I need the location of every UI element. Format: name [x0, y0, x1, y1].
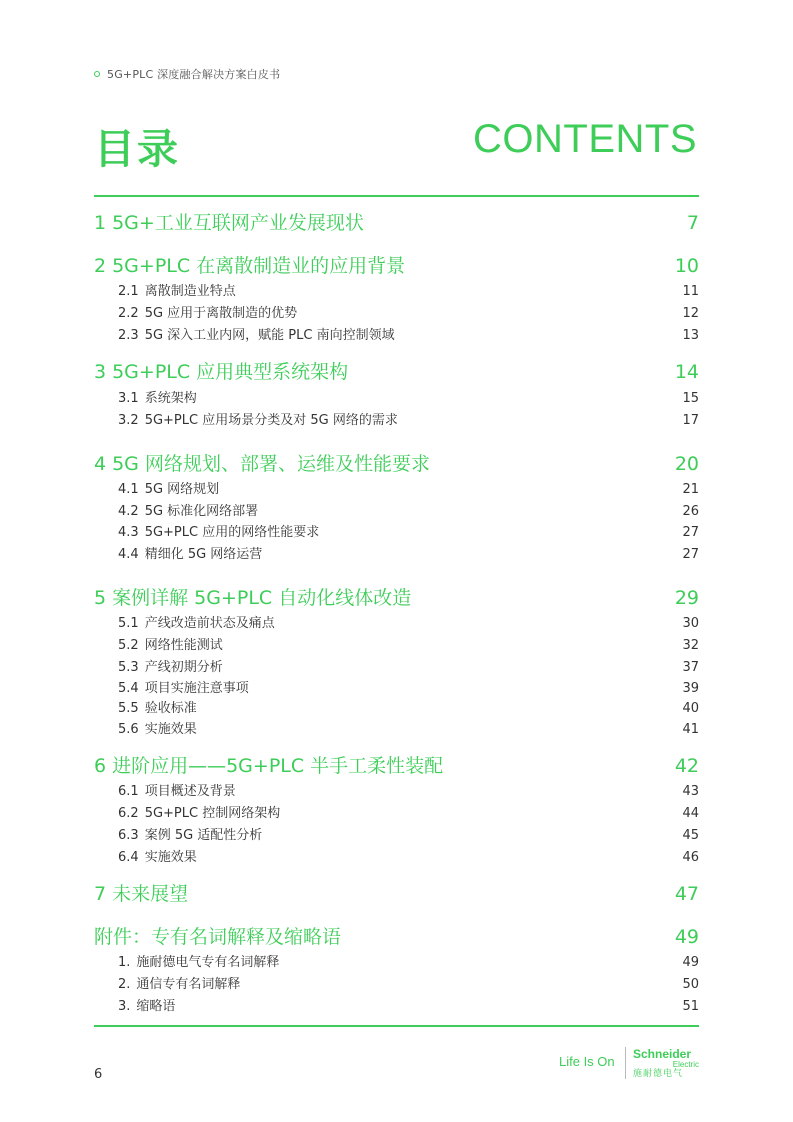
- toc-entry-title: 施耐德电气专有名词解释: [136, 955, 280, 970]
- toc-entry-page: 37: [682, 660, 699, 675]
- toc-entry-number: 2.2: [118, 306, 139, 321]
- toc-entry-label: [94, 612, 275, 631]
- toc-entry-number: 2: [94, 255, 107, 277]
- toc-entry-title: 5G 网络规划、部署、运维及性能要求: [112, 453, 430, 475]
- circle-bullet-icon: [94, 71, 100, 77]
- toc-entry-number: 2.: [118, 977, 131, 992]
- toc-entry-title: 附件：专有名词解释及缩略语: [94, 926, 342, 948]
- toc-entry-number: 4.1: [118, 482, 139, 497]
- toc-entry-page: 17: [682, 413, 699, 428]
- toc-entry-label: [94, 478, 219, 497]
- toc-entry-title: 5G 网络规划: [144, 482, 220, 497]
- toc-entry-number: 3.2: [118, 413, 139, 428]
- toc-entry-number: 3.: [118, 999, 131, 1014]
- toc-entry-number: 6: [94, 755, 107, 777]
- toc-entry-page: 50: [682, 977, 699, 992]
- toc-chapter[interactable]: [94, 751, 699, 778]
- toc-entry-label: [94, 751, 443, 778]
- toc-entry-number: 5.2: [118, 638, 139, 653]
- toc-section[interactable]: [94, 718, 699, 737]
- toc-entry-number: 4: [94, 453, 107, 475]
- toc-section[interactable]: [94, 500, 699, 519]
- toc-entry-label: [94, 846, 197, 865]
- toc-entry-title: 实施效果: [144, 722, 197, 737]
- toc-entry-title: 系统架构: [144, 391, 197, 406]
- toc-entry-title: 5G 应用于离散制造的优势: [144, 306, 298, 321]
- toc-entry-page: 21: [682, 482, 699, 497]
- toc-entry-page: 26: [682, 504, 699, 519]
- toc-chapter[interactable]: [94, 208, 699, 235]
- toc-entry-title: 通信专有名词解释: [136, 977, 241, 992]
- toc-entry-number: 5.6: [118, 722, 139, 737]
- toc-entry-page: 12: [682, 306, 699, 321]
- toc-entry-number: 6.4: [118, 850, 139, 865]
- toc-entry-title: 网络性能测试: [144, 638, 223, 653]
- toc-entry-label: [94, 879, 188, 906]
- toc-section[interactable]: [94, 521, 699, 540]
- page-number: 6: [94, 1067, 103, 1082]
- toc-entry-title: 5G+PLC 在离散制造业的应用背景: [112, 255, 406, 277]
- toc-entry-number: 6.2: [118, 806, 139, 821]
- page-title-cn: 目录: [94, 125, 180, 173]
- toc-chapter[interactable]: [94, 583, 699, 610]
- toc-entry-label: [94, 802, 280, 821]
- toc-entry-label: [94, 583, 411, 610]
- toc-section[interactable]: [94, 846, 699, 865]
- toc-entry-title: 5G+PLC 应用的网络性能要求: [144, 525, 320, 540]
- toc-section[interactable]: [94, 478, 699, 497]
- toc-entry-number: 5.4: [118, 681, 139, 696]
- toc-entry-number: 5: [94, 587, 107, 609]
- toc-entry-number: 5.1: [118, 616, 139, 631]
- toc-entry-page: 20: [674, 453, 699, 475]
- toc-section[interactable]: [94, 697, 699, 716]
- toc-section[interactable]: [94, 302, 699, 321]
- toc-entry-page: 32: [682, 638, 699, 653]
- toc-chapter[interactable]: [94, 251, 699, 278]
- toc-section[interactable]: [94, 280, 699, 299]
- toc-entry-page: 27: [682, 547, 699, 562]
- toc-entry-number: 6.1: [118, 784, 139, 799]
- toc-entry-page: 7: [686, 212, 699, 234]
- toc-section[interactable]: [94, 656, 699, 675]
- toc-entry-title: 产线改造前状态及痛点: [144, 616, 275, 631]
- toc-entry-title: 5G 标准化网络部署: [144, 504, 259, 519]
- toc-entry-title: 5G+PLC 应用场景分类及对 5G 网络的需求: [144, 413, 398, 428]
- document-title: 5G+PLC 深度融合解决方案白皮书: [107, 68, 281, 81]
- toc-entry-title: 产线初期分析: [144, 660, 223, 675]
- toc-entry-label: [94, 449, 430, 476]
- toc-entry-page: 49: [682, 955, 699, 970]
- toc-section[interactable]: [94, 387, 699, 406]
- toc-entry-page: 44: [682, 806, 699, 821]
- toc-entry-title: 缩略语: [136, 999, 176, 1014]
- toc-chapter[interactable]: [94, 879, 699, 906]
- toc-entry-label: [94, 995, 175, 1014]
- toc-entry-page: 29: [674, 587, 699, 609]
- toc-entry-label: [94, 280, 236, 299]
- toc-entry-label: [94, 324, 395, 343]
- toc-entry-number: 7: [94, 883, 107, 905]
- toc-entry-page: 42: [674, 755, 699, 777]
- toc-entry-page: 40: [682, 701, 699, 716]
- toc-section[interactable]: [94, 634, 699, 653]
- toc-entry-number: 2.3: [118, 328, 139, 343]
- toc-chapter[interactable]: [94, 357, 699, 384]
- toc-entry-label: [94, 697, 197, 716]
- toc-entry-label: [94, 634, 223, 653]
- toc-entry-title: 未来展望: [112, 883, 189, 905]
- toc-entry-title: 进阶应用——5G+PLC 半手工柔性装配: [112, 755, 444, 777]
- toc-entry-title: 案例详解 5G+PLC 自动化线体改造: [112, 587, 412, 609]
- toc-section[interactable]: [94, 543, 699, 562]
- toc-entry-title: 案例 5G 适配性分析: [144, 828, 263, 843]
- toc-entry-number: 1: [94, 212, 107, 234]
- toc-entry-title: 5G 深入工业内网，赋能 PLC 南向控制领域: [144, 328, 395, 343]
- toc-entry-label: [94, 521, 319, 540]
- toc-entry-title: 5G+PLC 控制网络架构: [144, 806, 281, 821]
- toc-chapter[interactable]: [94, 922, 699, 949]
- toc-section[interactable]: [94, 995, 699, 1014]
- toc-entry-page: 39: [682, 681, 699, 696]
- toc-entry-label: [94, 718, 197, 737]
- document-header: [94, 66, 280, 82]
- toc-entry-number: 5.5: [118, 701, 139, 716]
- toc-entry-label: [94, 677, 249, 696]
- logo-separator: [625, 1047, 626, 1079]
- toc-entry-page: 15: [682, 391, 699, 406]
- toc-entry-label: [94, 302, 297, 321]
- toc-entry-number: 6.3: [118, 828, 139, 843]
- page-title-en: CONTENTS: [473, 117, 697, 161]
- toc-entry-number: 5.3: [118, 660, 139, 675]
- toc-entry-label: [94, 951, 279, 970]
- toc-entry-page: 13: [682, 328, 699, 343]
- toc-entry-label: [94, 409, 398, 428]
- toc-entry-title: 验收标准: [144, 701, 197, 716]
- toc-entry-title: 项目概述及背景: [144, 784, 236, 799]
- logo-cn-text: 施耐德电气: [633, 1069, 684, 1079]
- toc-entry-label: [94, 922, 341, 949]
- toc-entry-page: 49: [674, 926, 699, 948]
- toc-entry-number: 1.: [118, 955, 131, 970]
- toc-entry-number: 2.1: [118, 284, 139, 299]
- toc-section[interactable]: [94, 802, 699, 821]
- toc-entry-number: 4.2: [118, 504, 139, 519]
- toc-section[interactable]: [94, 824, 699, 843]
- toc-entry-page: 41: [682, 722, 699, 737]
- toc-entry-page: 47: [674, 883, 699, 905]
- slogan: Life Is On: [559, 1054, 615, 1069]
- toc-entry-page: 30: [682, 616, 699, 631]
- toc-entry-number: 4.4: [118, 547, 139, 562]
- toc-entry-label: [94, 780, 236, 799]
- toc-entry-page: 11: [682, 284, 699, 299]
- toc-section[interactable]: [94, 612, 699, 631]
- toc-chapter[interactable]: [94, 449, 699, 476]
- toc-entry-title: 5G+PLC 应用典型系统架构: [112, 361, 349, 383]
- toc-section[interactable]: [94, 951, 699, 970]
- toc-entry-title: 实施效果: [144, 850, 197, 865]
- toc-entry-page: 46: [682, 850, 699, 865]
- toc-entry-page: 51: [682, 999, 699, 1014]
- toc-entry-number: 4.3: [118, 525, 139, 540]
- logo-sub-text: Electric: [672, 1060, 699, 1069]
- toc-section[interactable]: [94, 780, 699, 799]
- top-divider: [94, 195, 699, 197]
- toc-entry-label: [94, 543, 262, 562]
- toc-entry-label: [94, 387, 197, 406]
- toc-entry-title: 5G+工业互联网产业发展现状: [112, 212, 364, 234]
- toc-section[interactable]: [94, 677, 699, 696]
- toc-entry-page: 14: [674, 361, 699, 383]
- toc-entry-label: [94, 500, 258, 519]
- toc-entry-page: 10: [674, 255, 699, 277]
- toc-entry-number: 3.1: [118, 391, 139, 406]
- toc-entry-page: 43: [682, 784, 699, 799]
- toc-section[interactable]: [94, 324, 699, 343]
- schneider-logo: [633, 1048, 699, 1080]
- logo-main-text: Schneider: [633, 1047, 692, 1061]
- toc-section[interactable]: [94, 973, 699, 992]
- toc-entry-label: [94, 251, 405, 278]
- toc-entry-label: [94, 208, 364, 235]
- toc-entry-page: 27: [682, 525, 699, 540]
- toc-entry-title: 离散制造业特点: [144, 284, 236, 299]
- toc-entry-title: 精细化 5G 网络运营: [144, 547, 263, 562]
- toc-entry-number: 3: [94, 361, 107, 383]
- toc-entry-label: [94, 656, 223, 675]
- toc-entry-label: [94, 973, 240, 992]
- toc-entry-label: [94, 357, 348, 384]
- toc-entry-label: [94, 824, 262, 843]
- bottom-divider: [94, 1025, 699, 1027]
- toc-entry-title: 项目实施注意事项: [144, 681, 249, 696]
- toc-entry-page: 45: [682, 828, 699, 843]
- toc-section[interactable]: [94, 409, 699, 428]
